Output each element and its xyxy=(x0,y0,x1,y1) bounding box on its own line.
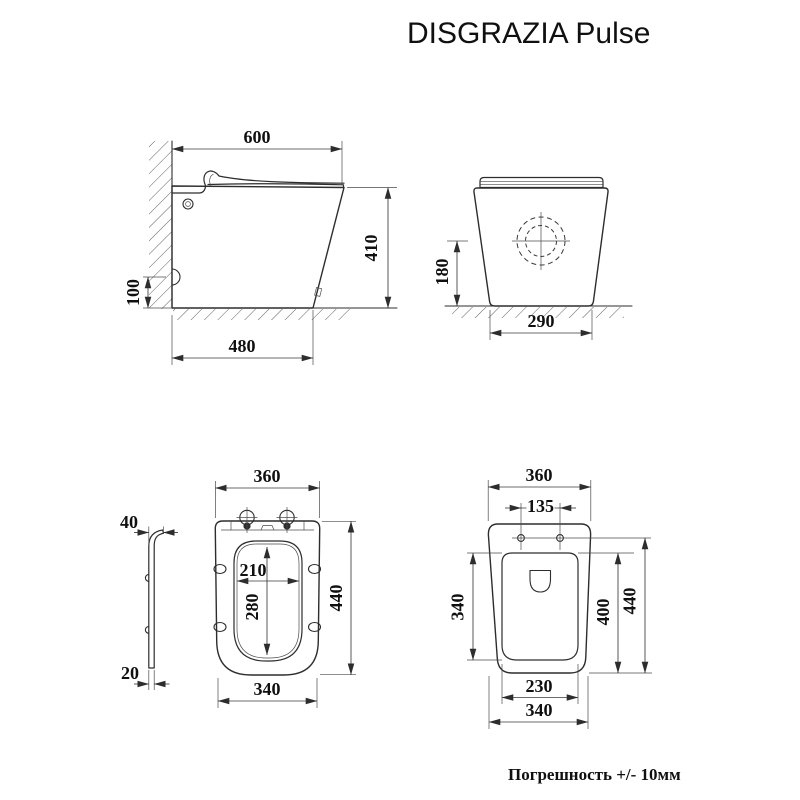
flush-button-icon xyxy=(183,199,193,209)
page-title: DISGRAZIA Pulse xyxy=(407,17,651,50)
tolerance-note: Погрешность +/- 10мм xyxy=(508,765,681,784)
rear-view xyxy=(432,178,632,341)
dim-label: 440 xyxy=(326,584,346,612)
outlet-pipe-arc xyxy=(172,269,180,285)
flush-button-inner xyxy=(186,202,191,207)
dim-label: 40 xyxy=(120,512,138,532)
dim-label: 600 xyxy=(243,127,271,147)
dim-lid-bottom-thickness xyxy=(121,663,170,690)
lid-profile-view xyxy=(120,512,178,690)
seat-slab xyxy=(480,178,603,188)
dim-seat-opening-width xyxy=(237,560,299,581)
dim-seat-bottom-width xyxy=(218,678,317,708)
dim-label: 340 xyxy=(253,679,281,699)
dim-label: 280 xyxy=(242,593,262,621)
dim-seat-width xyxy=(215,466,319,518)
dim-seat-length xyxy=(320,521,356,674)
dim-side-height xyxy=(347,188,397,309)
dim-label: 290 xyxy=(527,311,555,331)
dim-label: 230 xyxy=(525,676,553,696)
dim-label: 340 xyxy=(525,700,553,720)
center-notch xyxy=(261,526,274,531)
bowl-opening xyxy=(502,553,578,660)
dim-label: 400 xyxy=(593,598,613,626)
dim-label: 135 xyxy=(527,496,554,516)
dim-label: 480 xyxy=(228,336,256,356)
toilet-body-outline xyxy=(172,186,344,308)
side-view xyxy=(123,127,397,365)
dim-side-depth xyxy=(172,127,342,185)
dim-bowl-opening-width xyxy=(502,664,578,704)
dim-label: 180 xyxy=(432,258,452,286)
bowl-top-view xyxy=(448,465,653,729)
lid-side-profile xyxy=(149,530,164,668)
dim-label: 340 xyxy=(447,593,468,621)
dim-label: 410 xyxy=(361,234,381,262)
dim-label: 440 xyxy=(619,587,640,615)
dim-label: 20 xyxy=(121,663,139,683)
bowl-outline xyxy=(488,524,590,673)
dim-rear-outlet-center-height xyxy=(432,241,468,306)
dim-label: 360 xyxy=(525,465,553,485)
seat-top-view xyxy=(214,466,356,708)
flush-inlet xyxy=(530,571,551,593)
wall-hatch xyxy=(149,141,172,309)
floor-hatch xyxy=(173,309,352,320)
dim-bowl-length xyxy=(620,538,646,673)
dim-label: 100 xyxy=(123,279,143,306)
dim-lid-top-thickness xyxy=(120,512,178,545)
dim-label: 360 xyxy=(253,466,281,486)
seat-bumper xyxy=(214,623,226,632)
dim-label: 210 xyxy=(239,560,267,580)
body-ledge-line xyxy=(172,187,206,194)
dim-bowl-hinge-spacing xyxy=(505,496,576,516)
